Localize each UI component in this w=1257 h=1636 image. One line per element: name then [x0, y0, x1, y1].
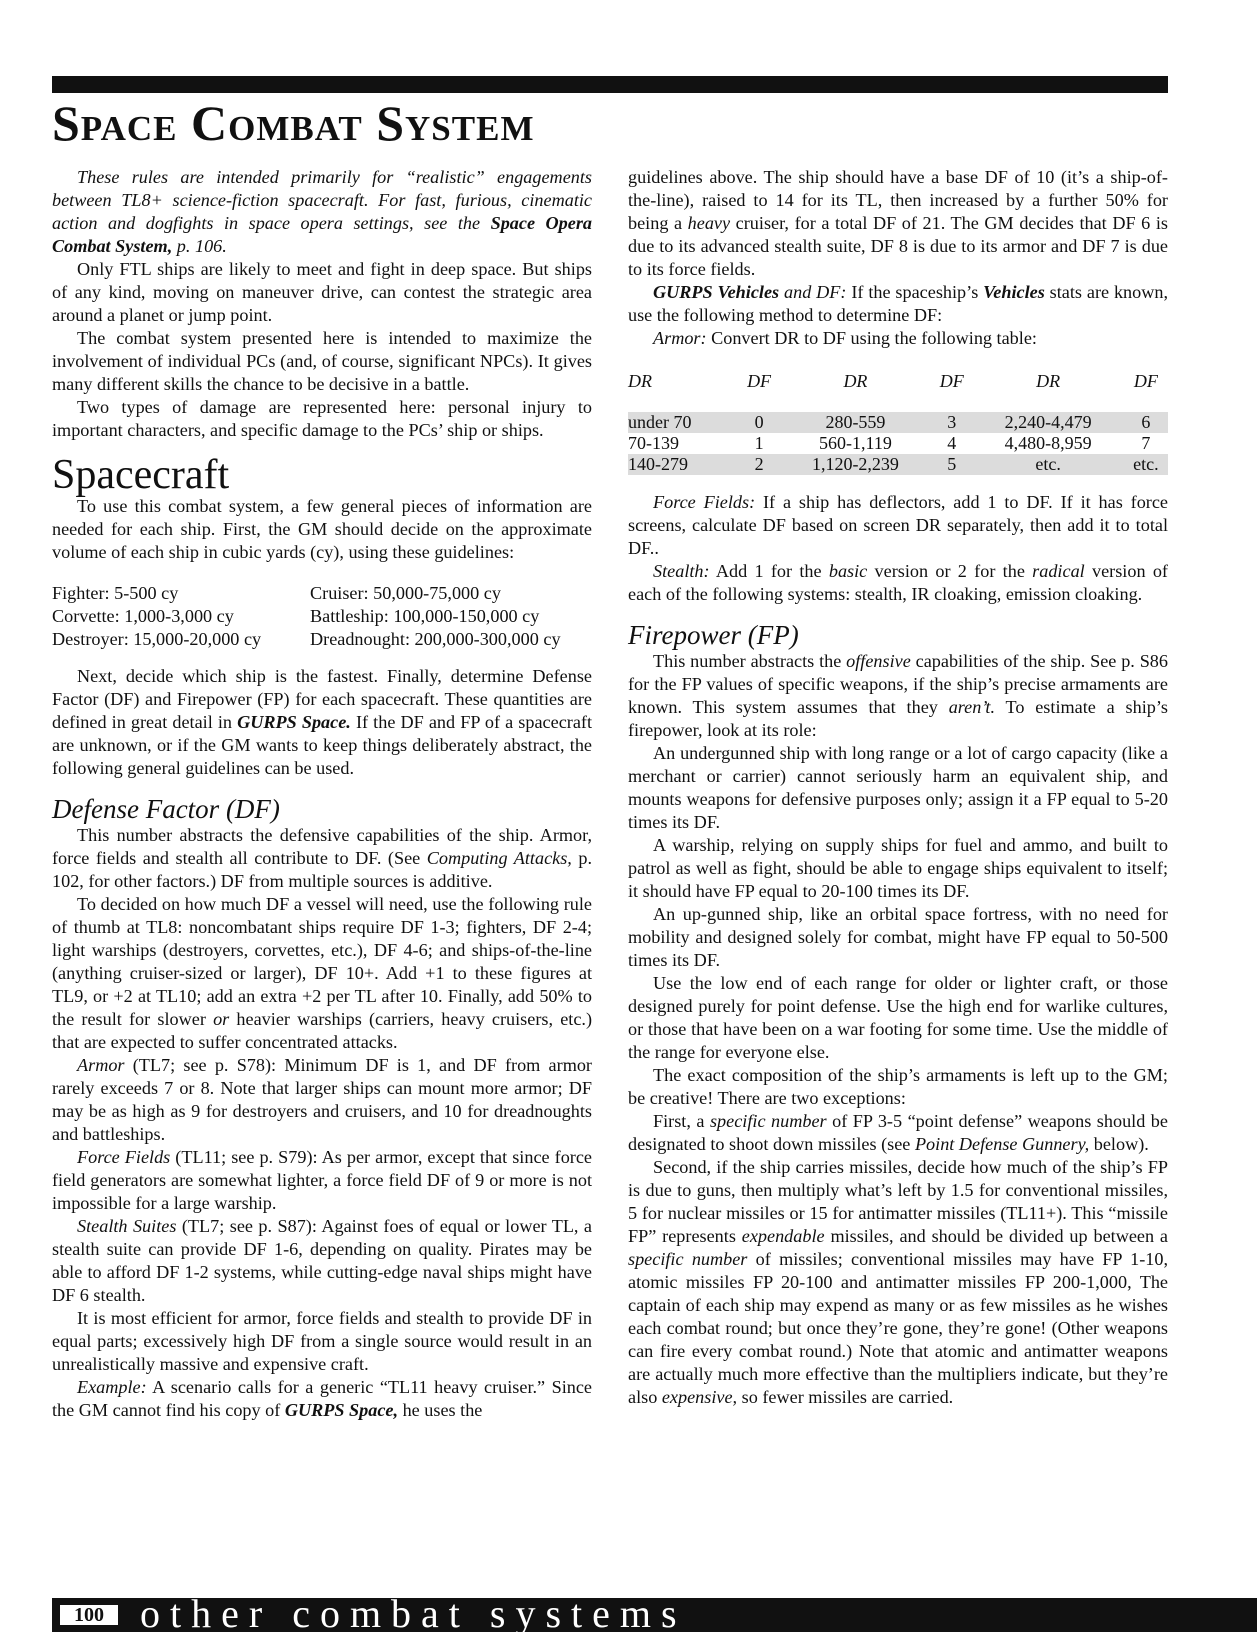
ship-size-item: Corvette: 1,000-3,000 cy [52, 606, 234, 626]
left-column [52, 166, 592, 1422]
dr-to-df-table [628, 362, 1168, 475]
body-paragraph: To use this combat system, a few general pieces of information are needed for each ship. First, the GM should decide on the approximate volume of each ship in cubic yards (cy), using these guidelines: [52, 496, 592, 562]
table-cell: 3 [931, 412, 973, 433]
table-cell: 6 [1124, 412, 1168, 433]
body-paragraph: Armor: Convert DR to DF using the following table: [653, 328, 1037, 348]
ship-size-item: Destroyer: 15,000-20,000 cy [52, 629, 262, 649]
table-cell: 1,120-2,239 [780, 454, 931, 475]
firepower-heading: Firepower (FP) [628, 620, 799, 650]
body-paragraph: This number abstracts the offensive capabilities of the ship. See p. S86 for the FP values of specific weapons, if the ship’s precise armaments are known. This system assumes that they aren’t. To estimate a ship’s firepower, look at its role: [628, 651, 1168, 740]
body-paragraph: Force Fields: If a ship has deflectors, add 1 to DF. If it has force screens, calculate DF based on screen DR separately, then add it to total DF.. [628, 492, 1168, 558]
chapter-title: other combat systems [140, 1591, 687, 1636]
table-cell: etc. [973, 454, 1124, 475]
body-paragraph: A warship, relying on supply ships for fuel and ammo, and built to patrol as well as fight, should be able to engage ships equivalent to itself; it should have FP equal to 20-100 times its DF. [628, 835, 1168, 901]
body-paragraph: guidelines above. The ship should have a base DF of 10 (it’s a ship-of-the-line), raised to 14 for its TL, then increased by a further 50% for being a heavy cruiser, for a total DF of 21. The GM decides that DF 6 is due to its advanced stealth suite, DF 8 is due to its armor and DF 7 is due to its force fields. [628, 167, 1168, 279]
ship-size-item: Fighter: 5-500 cy [52, 583, 179, 603]
table-row [628, 433, 1168, 454]
table-cell: 2,240-4,479 [973, 412, 1124, 433]
body-paragraph: Armor (TL7; see p. S78): Minimum DF is 1, and DF from armor rarely exceeds 7 or 8. Note that larger ships can mount more armor; DF may be as high as 9 for destroyers and cruisers, and 10 for dreadnoughts and battleships. [52, 1055, 592, 1144]
body-paragraph: Force Fields (TL11; see p. S79): As per armor, except that since force field generators are somewhat lighter, a force field DF of 9 or more is not impossible for a large warship. [52, 1147, 592, 1213]
body-paragraph: Second, if the ship carries missiles, decide how much of the ship’s FP is due to guns, then multiply what’s left by 1.5 for conventional missiles, 5 for nuclear missiles or 15 for antimatter missiles (TL11+). This “missile FP” represents expendable missiles, and should be divided up between a specific number of missiles; conventional missiles may have FP 1-10, atomic missiles FP 20-100 and antimatter missiles FP 200-1,000, The captain of each ship may expend as many or as few missiles as he wishes each combat round; but once they’re gone, they’re gone! (Other weapons can fire every combat round.) Note that atomic and antimatter weapons are actually much more effective than the multipliers indicate, but they’re also expensive, so fewer missiles are carried. [628, 1157, 1169, 1407]
table-cell: 2 [738, 454, 780, 475]
body-paragraph: Next, decide which ship is the fastest. Finally, determine Defense Factor (DF) and Firepower (FP) for each spacecraft. These quantities are defined in great detail in GURPS Space. If the DF and FP of a spacecraft are unknown, or if the GM wants to keep things deliberately abstract, the following general guidelines can be used. [52, 666, 593, 778]
table-header: DR [843, 371, 868, 391]
body-paragraph: This number abstracts the defensive capabilities of the ship. Armor, force fields and stealth all contribute to DF. (See Computing Attacks, p. 102, for other factors.) DF from multiple sources is additive. [52, 825, 593, 891]
table-row [628, 454, 1168, 475]
table-cell: etc. [1124, 454, 1168, 475]
body-paragraph: An up-gunned ship, like an orbital space fortress, with no need for mobility and designed solely for combat, might have FP equal to 50-500 times its DF. [628, 904, 1168, 970]
page-title: Space Combat System [52, 95, 535, 151]
body-paragraph: Stealth: Add 1 for the basic version or 2 for the radical version of each of the following systems: stealth, IR cloaking, emission cloaking. [628, 561, 1168, 604]
table-cell: 4 [947, 433, 957, 453]
table-header-row [628, 362, 1168, 412]
table-cell: 5 [931, 454, 973, 475]
table-cell: 140-279 [628, 454, 738, 475]
ship-size-item: Cruiser: 50,000-75,000 cy [310, 583, 501, 603]
table-cell: 4,480-8,959 [1004, 433, 1092, 453]
table-row [628, 412, 1168, 433]
body-paragraph: Example: A scenario calls for a generic “TL11 heavy cruiser.” Since the GM cannot find his copy of GURPS Space, he uses the [52, 1377, 592, 1420]
body-paragraph: GURPS Vehicles and DF: If the spaceship’s Vehicles stats are known, use the following method to determine DF: [628, 282, 1169, 325]
body-paragraph: To decided on how much DF a vessel will need, use the following rule of thumb at TL8: noncombatant ships require DF 1-3; fighters, DF 2-4; light warships (destroyers, corvettes, etc.), DF 4-6; and ships-of-the-line (anything cruiser-sized or larger), DF 10+. Add +1 to these figures at TL9, or +2 at TL10; add an extra +2 per TL after 10. Finally, add 50% to the result for slower or heavier warships (carriers, heavy cruisers, etc.) that are expected to suffer concentrated attacks. [52, 894, 592, 1052]
table-cell: under 70 [628, 412, 738, 433]
table-header: DF [1133, 371, 1158, 391]
ship-size-list [52, 582, 592, 651]
table-cell: 1 [754, 433, 764, 453]
table-cell: 7 [1141, 433, 1151, 453]
body-paragraph: Use the low end of each range for older or lighter craft, or those designed purely for point defense. Use the high end for warlike cultures, or those that have been on a war footing for some time. Use the middle of the range for everyone else. [628, 973, 1168, 1062]
table-header: DR [628, 371, 652, 391]
table-cell: 280-559 [780, 412, 931, 433]
body-paragraph: Stealth Suites (TL7; see p. S87): Against foes of equal or lower TL, a stealth suite can provide DF 1-6, depending on quality. Pirates may be able to afford DF 1-2 systems, while cutting-edge naval ships might have DF 6 stealth. [52, 1216, 592, 1305]
body-paragraph: Two types of damage are represented here: personal injury to important characters, and specific damage to the PCs’ ship or ships. [52, 397, 592, 440]
ship-size-item: Dreadnought: 200,000-300,000 cy [310, 629, 561, 649]
page-number: 100 [58, 1603, 120, 1627]
table-header: DR [1036, 371, 1061, 391]
title-rule [52, 76, 1168, 93]
table-cell: 560-1,119 [819, 433, 892, 453]
body-paragraph: Only FTL ships are likely to meet and fight in deep space. But ships of any kind, moving on maneuver drive, can contest the strategic area around a planet or jump point. [52, 259, 592, 325]
defense-factor-heading: Defense Factor (DF) [52, 794, 280, 824]
table-header: DF [747, 371, 772, 391]
spacecraft-heading: Spacecraft [52, 452, 230, 498]
body-paragraph: First, a specific number of FP 3-5 “point defense” weapons should be designated to shoot down missiles (see Point Defense Gunnery, below). [628, 1111, 1168, 1154]
table-header: DF [939, 371, 964, 391]
table-cell: 70-139 [628, 433, 679, 453]
ship-size-item: Battleship: 100,000-150,000 cy [310, 606, 540, 626]
body-paragraph: An undergunned ship with long range or a lot of cargo capacity (like a merchant or carrier) cannot seriously harm an equivalent ship, and mounts weapons for defensive purposes only; assign it a FP equal to 5-20 times its DF. [628, 743, 1168, 832]
intro-paragraph: These rules are intended primarily for “realistic” engagements between TL8+ science-fiction spacecraft. For fast, furious, cinematic action and dogfights in space opera settings, see the Space Opera Combat System, p. 106. [52, 167, 593, 256]
body-paragraph: The exact composition of the ship’s armaments is left up to the GM; be creative! There are two exceptions: [628, 1065, 1168, 1108]
body-paragraph: It is most efficient for armor, force fields and stealth to provide DF in equal parts; excessively high DF from a single source would result in an unrealistically massive and expensive craft. [52, 1308, 592, 1374]
right-column [628, 166, 1168, 1409]
table-cell: 0 [738, 412, 780, 433]
body-paragraph: The combat system presented here is intended to maximize the involvement of individual PCs (and, of course, significant NPCs). It gives many different skills the chance to be decisive in a battle. [52, 328, 592, 394]
